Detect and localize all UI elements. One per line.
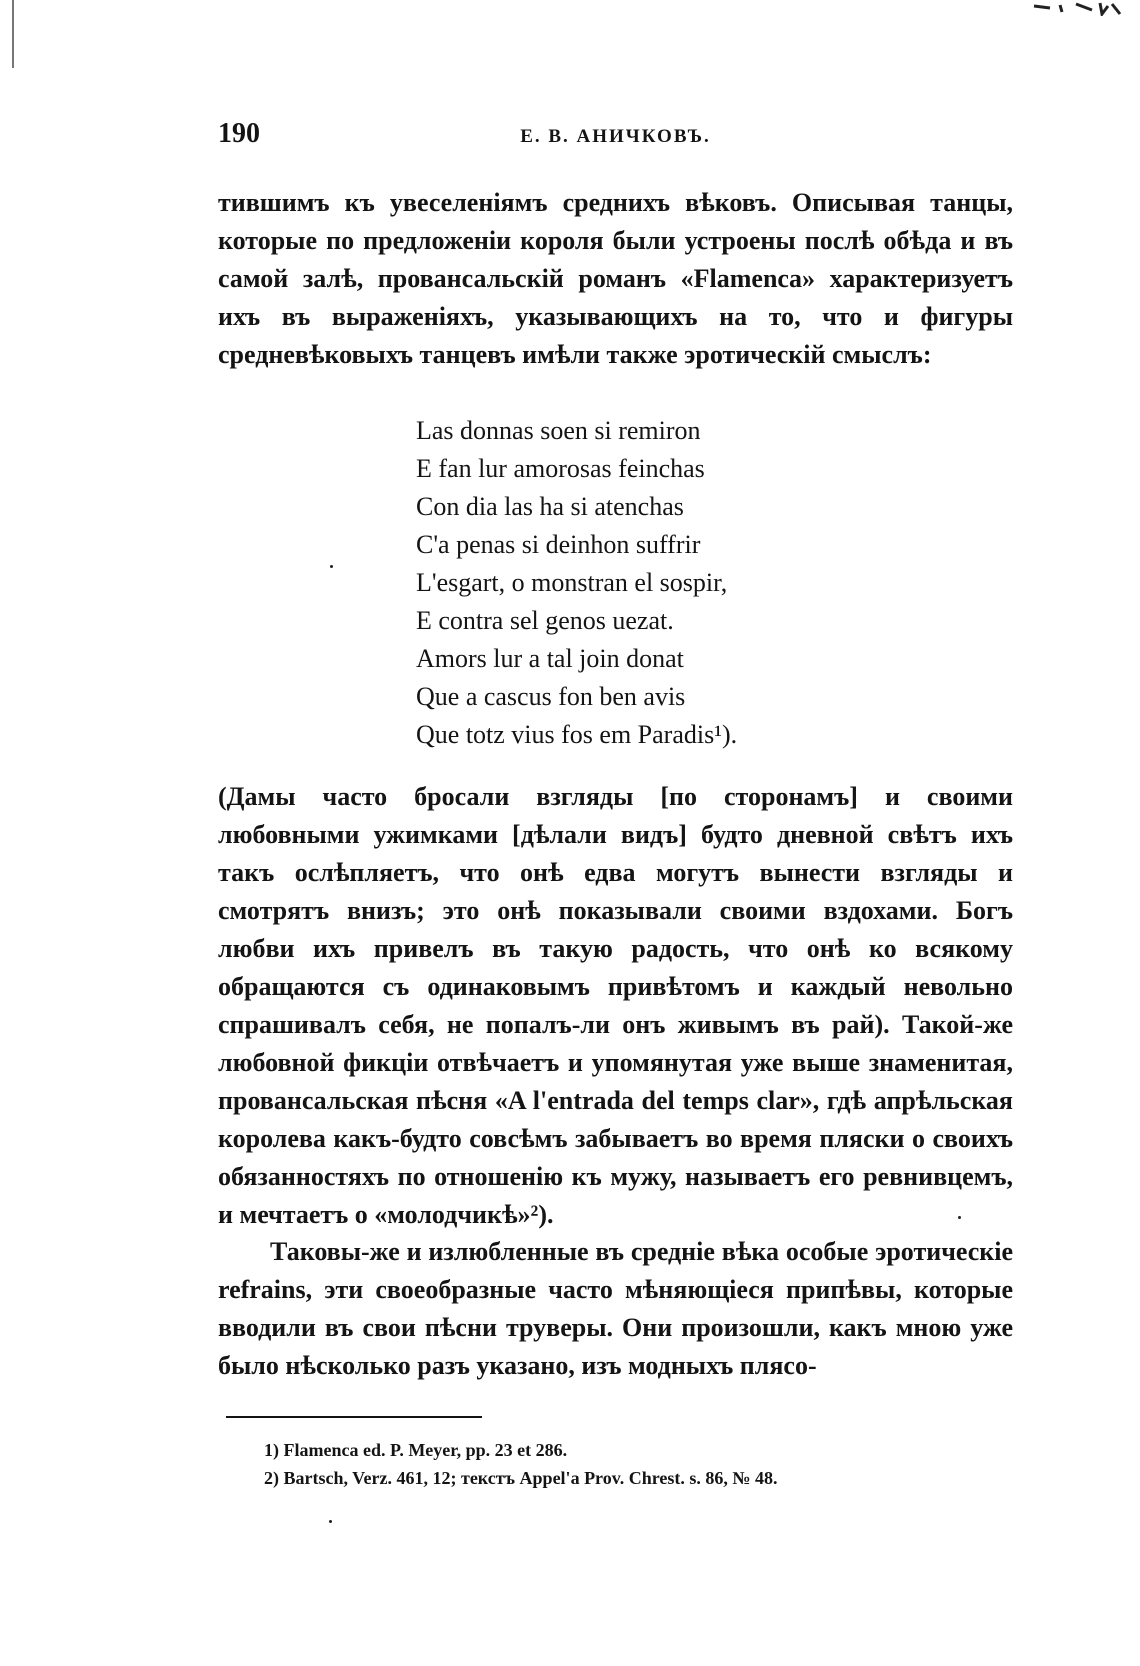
- verse-line: Las donnas soen si remiron: [416, 416, 701, 445]
- paragraph-1: тившимъ къ увеселеніямъ среднихъ вѣковъ. Описывая танцы, которые по предложенiи короля были устроены послѣ обѣда и въ самой залѣ, провансальскій романъ «Flamenca» характеризуетъ ихъ въ выраженіяхъ, указывающихъ на то, что и фигуры средневѣковыхъ танцевъ имѣли также эротическій смыслъ:: [218, 188, 1013, 369]
- verse-line: Que a cascus fon ben avis: [416, 682, 686, 711]
- footnote-item: 1) Flamenca ed. P. Meyer, pp. 23 et 286.: [264, 1440, 568, 1460]
- scan-speck: [329, 1520, 332, 1523]
- running-head: Е. В. АНИЧКОВЪ.: [520, 126, 711, 147]
- scan-edge-line: [12, 0, 14, 68]
- paragraph-3: Таковы-же и излюбленные въ средніе вѣка особые эротическіе refrains, эти своеобразные часто мѣняющіеся припѣвы, которые вводили въ свои пѣсни труверы. Они произошли, какъ мною уже было нѣсколько разъ указано, изъ модныхъ плясо-: [218, 1237, 1013, 1380]
- verse-line: Amors lur a tal join donat: [416, 644, 684, 673]
- verse-quote: [416, 412, 976, 754]
- page-header: [218, 118, 1013, 154]
- verse-line: Que totz vius fos em Paradis¹).: [416, 720, 738, 749]
- footnotes: [264, 1436, 1024, 1492]
- verse-line: E fan lur amorosas feinchas: [416, 454, 705, 483]
- scan-speck: [330, 565, 333, 568]
- verse-line: L'esgart, o monstran el sospir,: [416, 568, 728, 597]
- footnote-item: 2) Bartsch, Verz. 461, 12; текстъ Appel'a Prov. Chrest. s. 86, № 48.: [264, 1468, 778, 1488]
- paragraph-2: (Дамы часто бросали взгляды [по сторонамъ] и своими любовными ужимками [дѣлали видъ] будто дневной свѣтъ ихъ такъ ослѣпляетъ, что онѣ едва могутъ вынести взгляды и смотрятъ внизъ; это онѣ показывали своими вздохами. Богъ любви ихъ привелъ въ такую радость, что онѣ ко всякому обращаются съ одинаковымъ привѣтомъ и каждый невольно спрашивалъ себя, не попалъ-ли онъ живымъ въ рай). Такой-же любовной фикціи отвѣчаетъ и упомянутая уже выше знаменитая, провансальская пѣсня «A l'entrada del temps clar», гдѣ апрѣльская королева какъ-будто совсѣмъ забываетъ во время пляски о своихъ обязанностяхъ по отношенію къ мужу, называетъ его ревнивцемъ, и мечтаетъ о «молодчикѣ»²).: [218, 782, 1013, 1229]
- verse-line: E contra sel genos uezat.: [416, 606, 674, 635]
- scan-corner-marks: [1032, 2, 1122, 16]
- verse-line: C'a penas si deinhon suffrir: [416, 530, 701, 559]
- page-number: 190: [218, 118, 260, 149]
- verse-line: Con dia las ha si atenchas: [416, 492, 684, 521]
- footnote-divider: [226, 1416, 482, 1418]
- scan-speck: [958, 1216, 961, 1219]
